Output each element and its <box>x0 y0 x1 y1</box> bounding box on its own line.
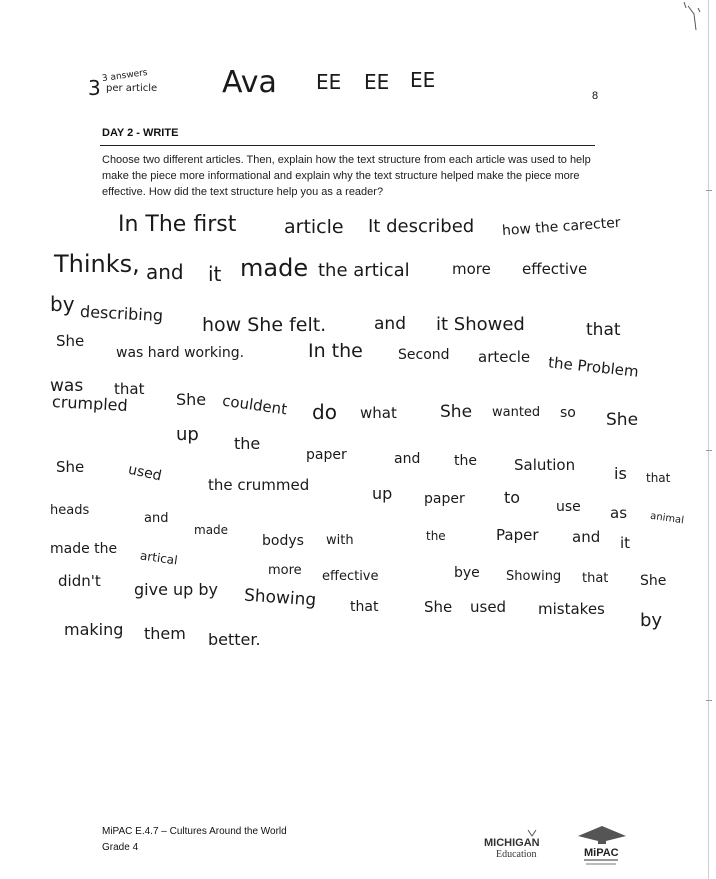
footer-grade: Grade 4 <box>102 842 139 853</box>
answer-word: didn't <box>58 572 101 590</box>
answer-word: that <box>646 471 671 485</box>
answer-word: the <box>234 434 261 453</box>
answer-word: was <box>50 376 84 396</box>
answer-word: paper <box>424 491 465 507</box>
answer-word: She <box>424 598 453 616</box>
answer-word: Salution <box>514 456 576 474</box>
grade-mark: EE <box>364 70 390 94</box>
answer-word: She <box>640 573 667 589</box>
michigan-education-logo <box>482 826 552 862</box>
answer-word: it <box>620 534 631 552</box>
answer-word: article <box>284 216 344 238</box>
answer-word: In The first <box>118 212 237 237</box>
page-number: 8 <box>592 90 599 102</box>
answer-word: heads <box>50 503 90 518</box>
answer-word: what <box>360 404 397 422</box>
answer-word: In the <box>308 340 363 362</box>
answer-word: so <box>560 405 576 421</box>
answer-word: Showing <box>243 585 317 611</box>
svg-text:Education: Education <box>496 849 537 860</box>
answer-word: Paper <box>496 526 539 544</box>
answer-word: up <box>176 424 199 445</box>
answer-word: it <box>208 262 222 286</box>
answer-word: making <box>64 620 124 639</box>
answer-word: and <box>146 260 184 284</box>
answer-word: that <box>582 571 609 586</box>
answer-word: She <box>176 390 207 409</box>
answer-word: used <box>126 461 163 485</box>
answer-word: how the carecter <box>501 214 622 240</box>
answer-word: do <box>312 400 337 424</box>
answer-word: crumpled <box>51 392 129 415</box>
answer-word: the <box>454 453 477 469</box>
answer-word: better. <box>208 630 261 649</box>
page-edge-line <box>708 0 709 879</box>
answer-word: is <box>614 464 627 483</box>
mipac-logo <box>572 822 632 868</box>
answer-word: how She felt. <box>202 314 327 336</box>
answer-word: the Problem <box>547 353 640 381</box>
answer-word: it Showed <box>436 314 525 335</box>
answer-word: as <box>610 504 628 522</box>
answer-word: to <box>504 488 521 507</box>
answer-word: was hard working. <box>116 345 245 361</box>
grade-mark: EE <box>316 70 342 94</box>
answer-word: made <box>240 254 309 282</box>
mipac-logo-graphic <box>572 822 632 868</box>
answer-word: the artical <box>318 260 410 281</box>
answer-word: and <box>144 511 169 526</box>
margin-tick <box>706 450 712 451</box>
answer-word: by <box>640 610 663 631</box>
michigan-education-logo-graphic <box>482 826 552 862</box>
answer-word: bye <box>454 565 480 581</box>
answer-word: that <box>114 380 145 398</box>
answer-word: paper <box>306 447 347 463</box>
answer-word: more <box>452 260 491 278</box>
answer-word: up <box>372 484 393 503</box>
footer-title: MiPAC E.4.7 – Cultures Around the World <box>102 826 287 837</box>
svg-text:MICHIGAN: MICHIGAN <box>484 837 540 849</box>
answer-word: She <box>56 332 85 350</box>
answer-word: She <box>440 402 473 422</box>
answer-word: that <box>350 599 379 615</box>
answer-word: mistakes <box>538 600 605 618</box>
answer-word: effective <box>522 260 588 278</box>
answer-word: bodys <box>262 533 304 549</box>
answer-word: artecle <box>478 348 531 366</box>
answer-word: made the <box>50 541 118 557</box>
answer-word: more <box>268 563 302 578</box>
answer-word: and <box>572 528 601 546</box>
answer-word: She <box>56 458 85 476</box>
answer-word: It described <box>368 216 475 237</box>
svg-text:MiPAC: MiPAC <box>584 847 619 859</box>
answer-word: animal <box>649 510 685 527</box>
title-rule <box>100 145 595 146</box>
answer-word: used <box>470 598 507 616</box>
section-title: DAY 2 - WRITE <box>102 127 179 139</box>
answer-word: that <box>586 320 621 340</box>
margin-tick <box>706 700 712 701</box>
writing-prompt: Choose two different articles. Then, explain how the text structure from each article was used to help make the piece more informational and explain why the text structure helped make the piece more effective. How did the text structure help you as a reader? <box>102 154 591 198</box>
answer-word: Second <box>398 347 450 363</box>
answer-word: effective <box>322 569 379 584</box>
answer-word: the <box>426 529 446 543</box>
answer-word: She <box>606 410 639 430</box>
answer-word: give up by <box>134 580 219 599</box>
answer-word: wanted <box>492 405 541 420</box>
answer-word: and <box>394 451 421 467</box>
student-name: Ava <box>222 65 277 100</box>
answer-word: the crummed <box>208 476 310 494</box>
answer-word: Thinks, <box>54 250 140 278</box>
answer-word: use <box>556 499 581 515</box>
grade-mark: EE <box>410 68 436 92</box>
answer-word: with <box>326 533 354 548</box>
answer-word: artical <box>139 548 179 568</box>
answer-word: and <box>374 314 406 334</box>
answer-word: made <box>194 523 229 537</box>
margin-tick <box>706 190 712 191</box>
answer-word: Showing <box>506 569 562 584</box>
answer-word: describing <box>79 301 164 326</box>
grader-note: 3 3 answers per article <box>88 67 158 100</box>
answer-word: couldent <box>221 391 289 419</box>
corner-scribble <box>676 0 706 40</box>
answer-word: by <box>50 292 75 316</box>
answer-word: them <box>144 624 186 643</box>
